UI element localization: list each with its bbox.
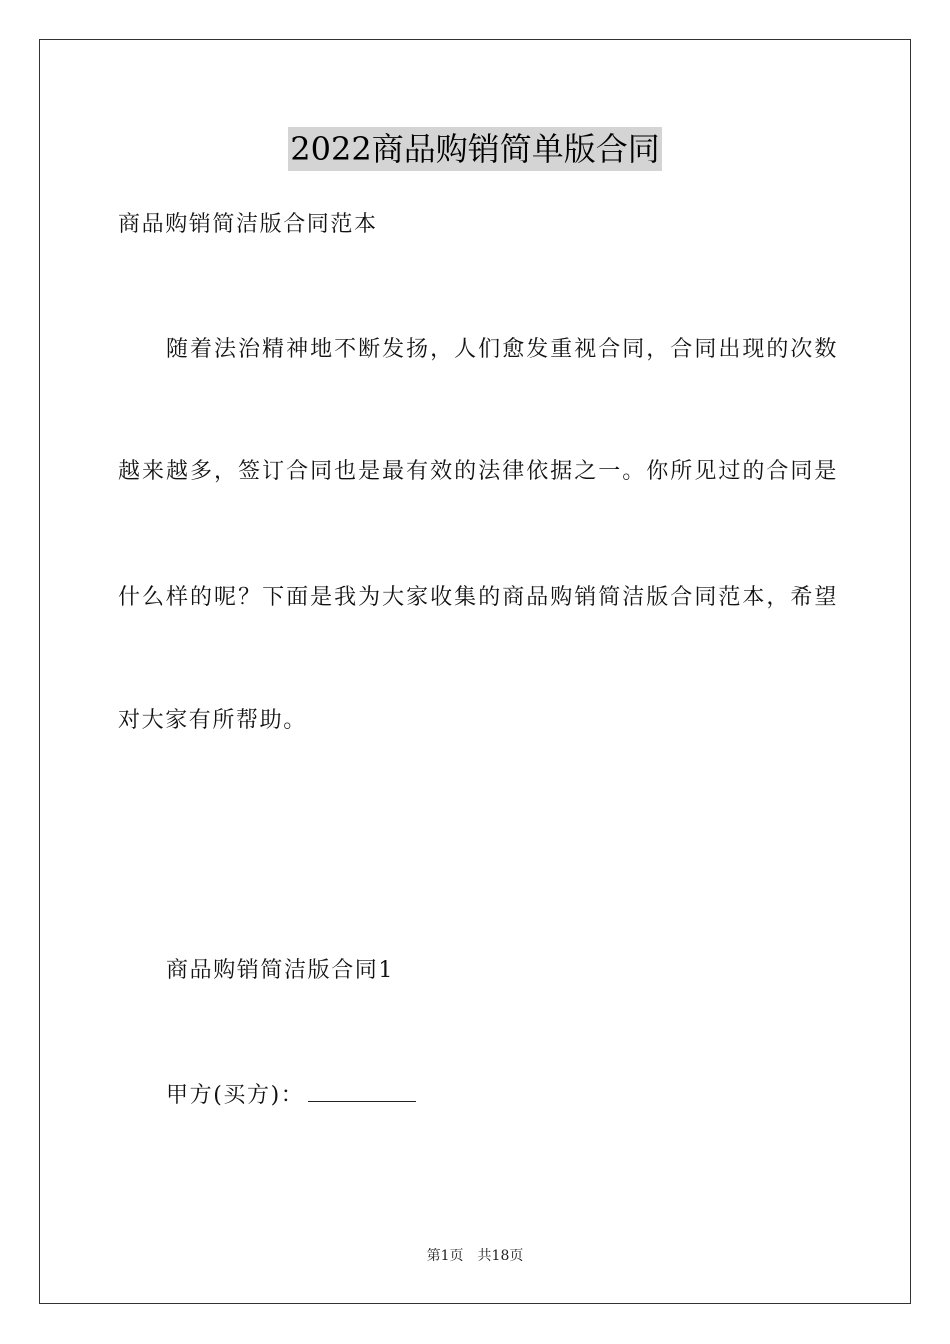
document-subtitle: 商品购销简洁版合同范本 — [118, 212, 378, 237]
party-a-label: 甲方(买方)： — [166, 1083, 305, 1108]
page-number: 第1页 共18页 — [426, 1248, 524, 1264]
title-container — [0, 127, 950, 171]
page-footer — [0, 1246, 950, 1266]
party-a-blank-field[interactable] — [308, 1081, 416, 1102]
section-heading: 商品购销简洁版合同1 — [166, 958, 394, 983]
party-a-row — [166, 1081, 838, 1111]
intro-line-1: 随着法治精神地不断发扬，人们愈发重视合同，合同出现的次数 — [166, 337, 838, 362]
intro-line-4: 对大家有所帮助。 — [118, 708, 307, 733]
intro-line-2: 越来越多，签订合同也是最有效的法律依据之一。你所见过的合同是 — [118, 459, 838, 484]
document-title: 2022商品购销简单版合同 — [288, 127, 661, 171]
intro-line-3: 什么样的呢？下面是我为大家收集的商品购销简洁版合同范本，希望 — [118, 585, 838, 610]
